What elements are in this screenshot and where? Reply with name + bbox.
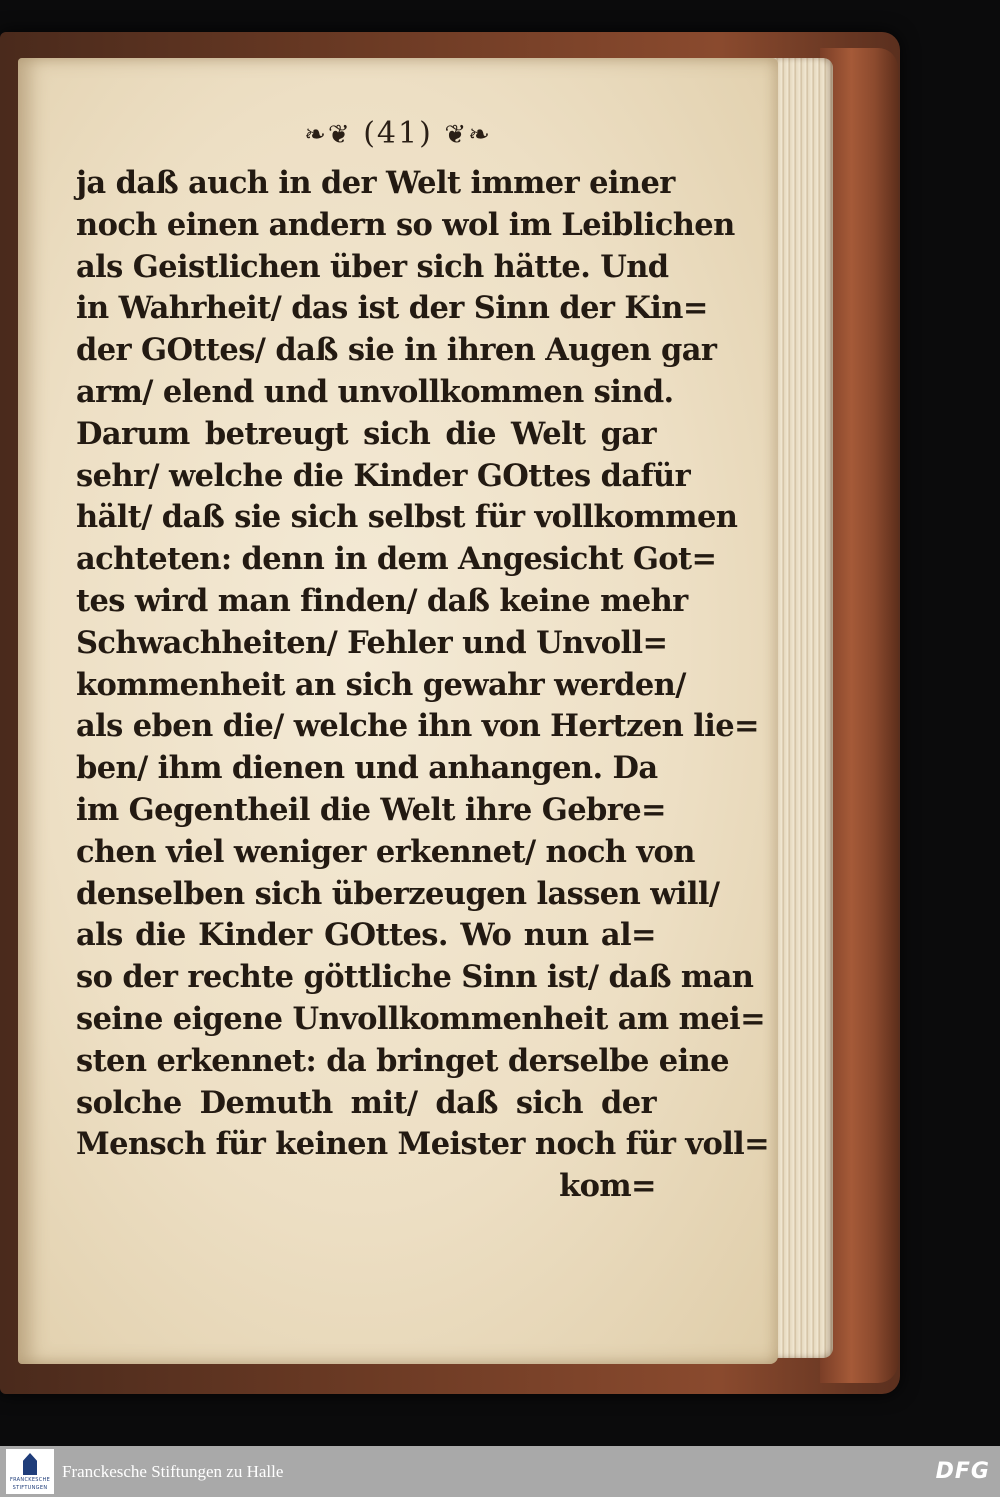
text-line: hält/ daß sie sich selbst für vollkommen — [76, 499, 738, 536]
footer-bar — [0, 1446, 1000, 1497]
text-line: ja daß auch in der Welt immer einer — [76, 165, 675, 201]
logo-text-line-1: FRANCKESCHE — [9, 1477, 51, 1483]
text-line: chen viel weniger erkennet/ noch von — [76, 833, 695, 870]
text-line: als Geistlichen über sich hätte. Und — [76, 248, 669, 285]
text-line: noch einen andern so wol im Leiblichen — [76, 206, 735, 243]
text-line: arm/ elend und unvollkommen sind. — [76, 373, 674, 410]
ornament-right-icon: ❦❧ — [444, 120, 492, 150]
text-line: denselben sich überzeugen lassen will/ — [76, 875, 720, 912]
dfg-logo[interactable]: DFG — [935, 1459, 990, 1484]
logo-text-line-2: STIFTUNGEN — [12, 1485, 48, 1491]
text-line: Schwachheiten/ Fehler und Unvoll= — [76, 624, 668, 661]
page-text — [76, 163, 770, 1208]
catchword: kom= — [559, 1168, 656, 1205]
text-line: tes wird man finden/ daß keine mehr — [76, 582, 688, 619]
text-line: so der rechte göttliche Sinn ist/ daß man — [76, 959, 754, 996]
page-number-label: (41) — [363, 116, 433, 151]
text-line: sehr/ welche die Kinder GOttes dafür — [76, 457, 691, 494]
text-line: der GOttes/ daß sie in ihren Augen gar — [76, 332, 717, 369]
text-line: ben/ ihm dienen und anhangen. Da — [76, 750, 658, 787]
text-line: seine eigene Unvollkommenheit am mei= — [76, 1000, 766, 1037]
franckesche-logo[interactable] — [6, 1449, 54, 1494]
text-line: achteten: denn in dem Angesicht Got= — [76, 541, 717, 578]
book-page — [18, 58, 778, 1364]
text-line: solche Demuth mit/ daß sich der — [76, 1084, 656, 1121]
ornament-left-icon: ❧❦ — [304, 120, 352, 150]
text-line: in Wahrheit/ das ist der Sinn der Kin= — [76, 290, 708, 327]
footer-title: Franckesche Stiftungen zu Halle — [62, 1462, 284, 1481]
text-line: im Gegentheil die Welt ihre Gebre= — [76, 791, 666, 828]
page-number — [18, 116, 778, 151]
text-line: Darum betreugt sich die Welt gar — [76, 415, 656, 452]
text-line: Mensch für keinen Meister noch für voll= — [76, 1126, 770, 1163]
text-line: als eben die/ welche ihn von Hertzen lie= — [76, 708, 760, 745]
building-icon — [23, 1453, 37, 1475]
text-line: kommenheit an sich gewahr werden/ — [76, 666, 686, 703]
text-line: als die Kinder GOttes. Wo nun al= — [76, 917, 656, 954]
text-line: sten erkennet: da bringet derselbe eine — [76, 1042, 729, 1079]
